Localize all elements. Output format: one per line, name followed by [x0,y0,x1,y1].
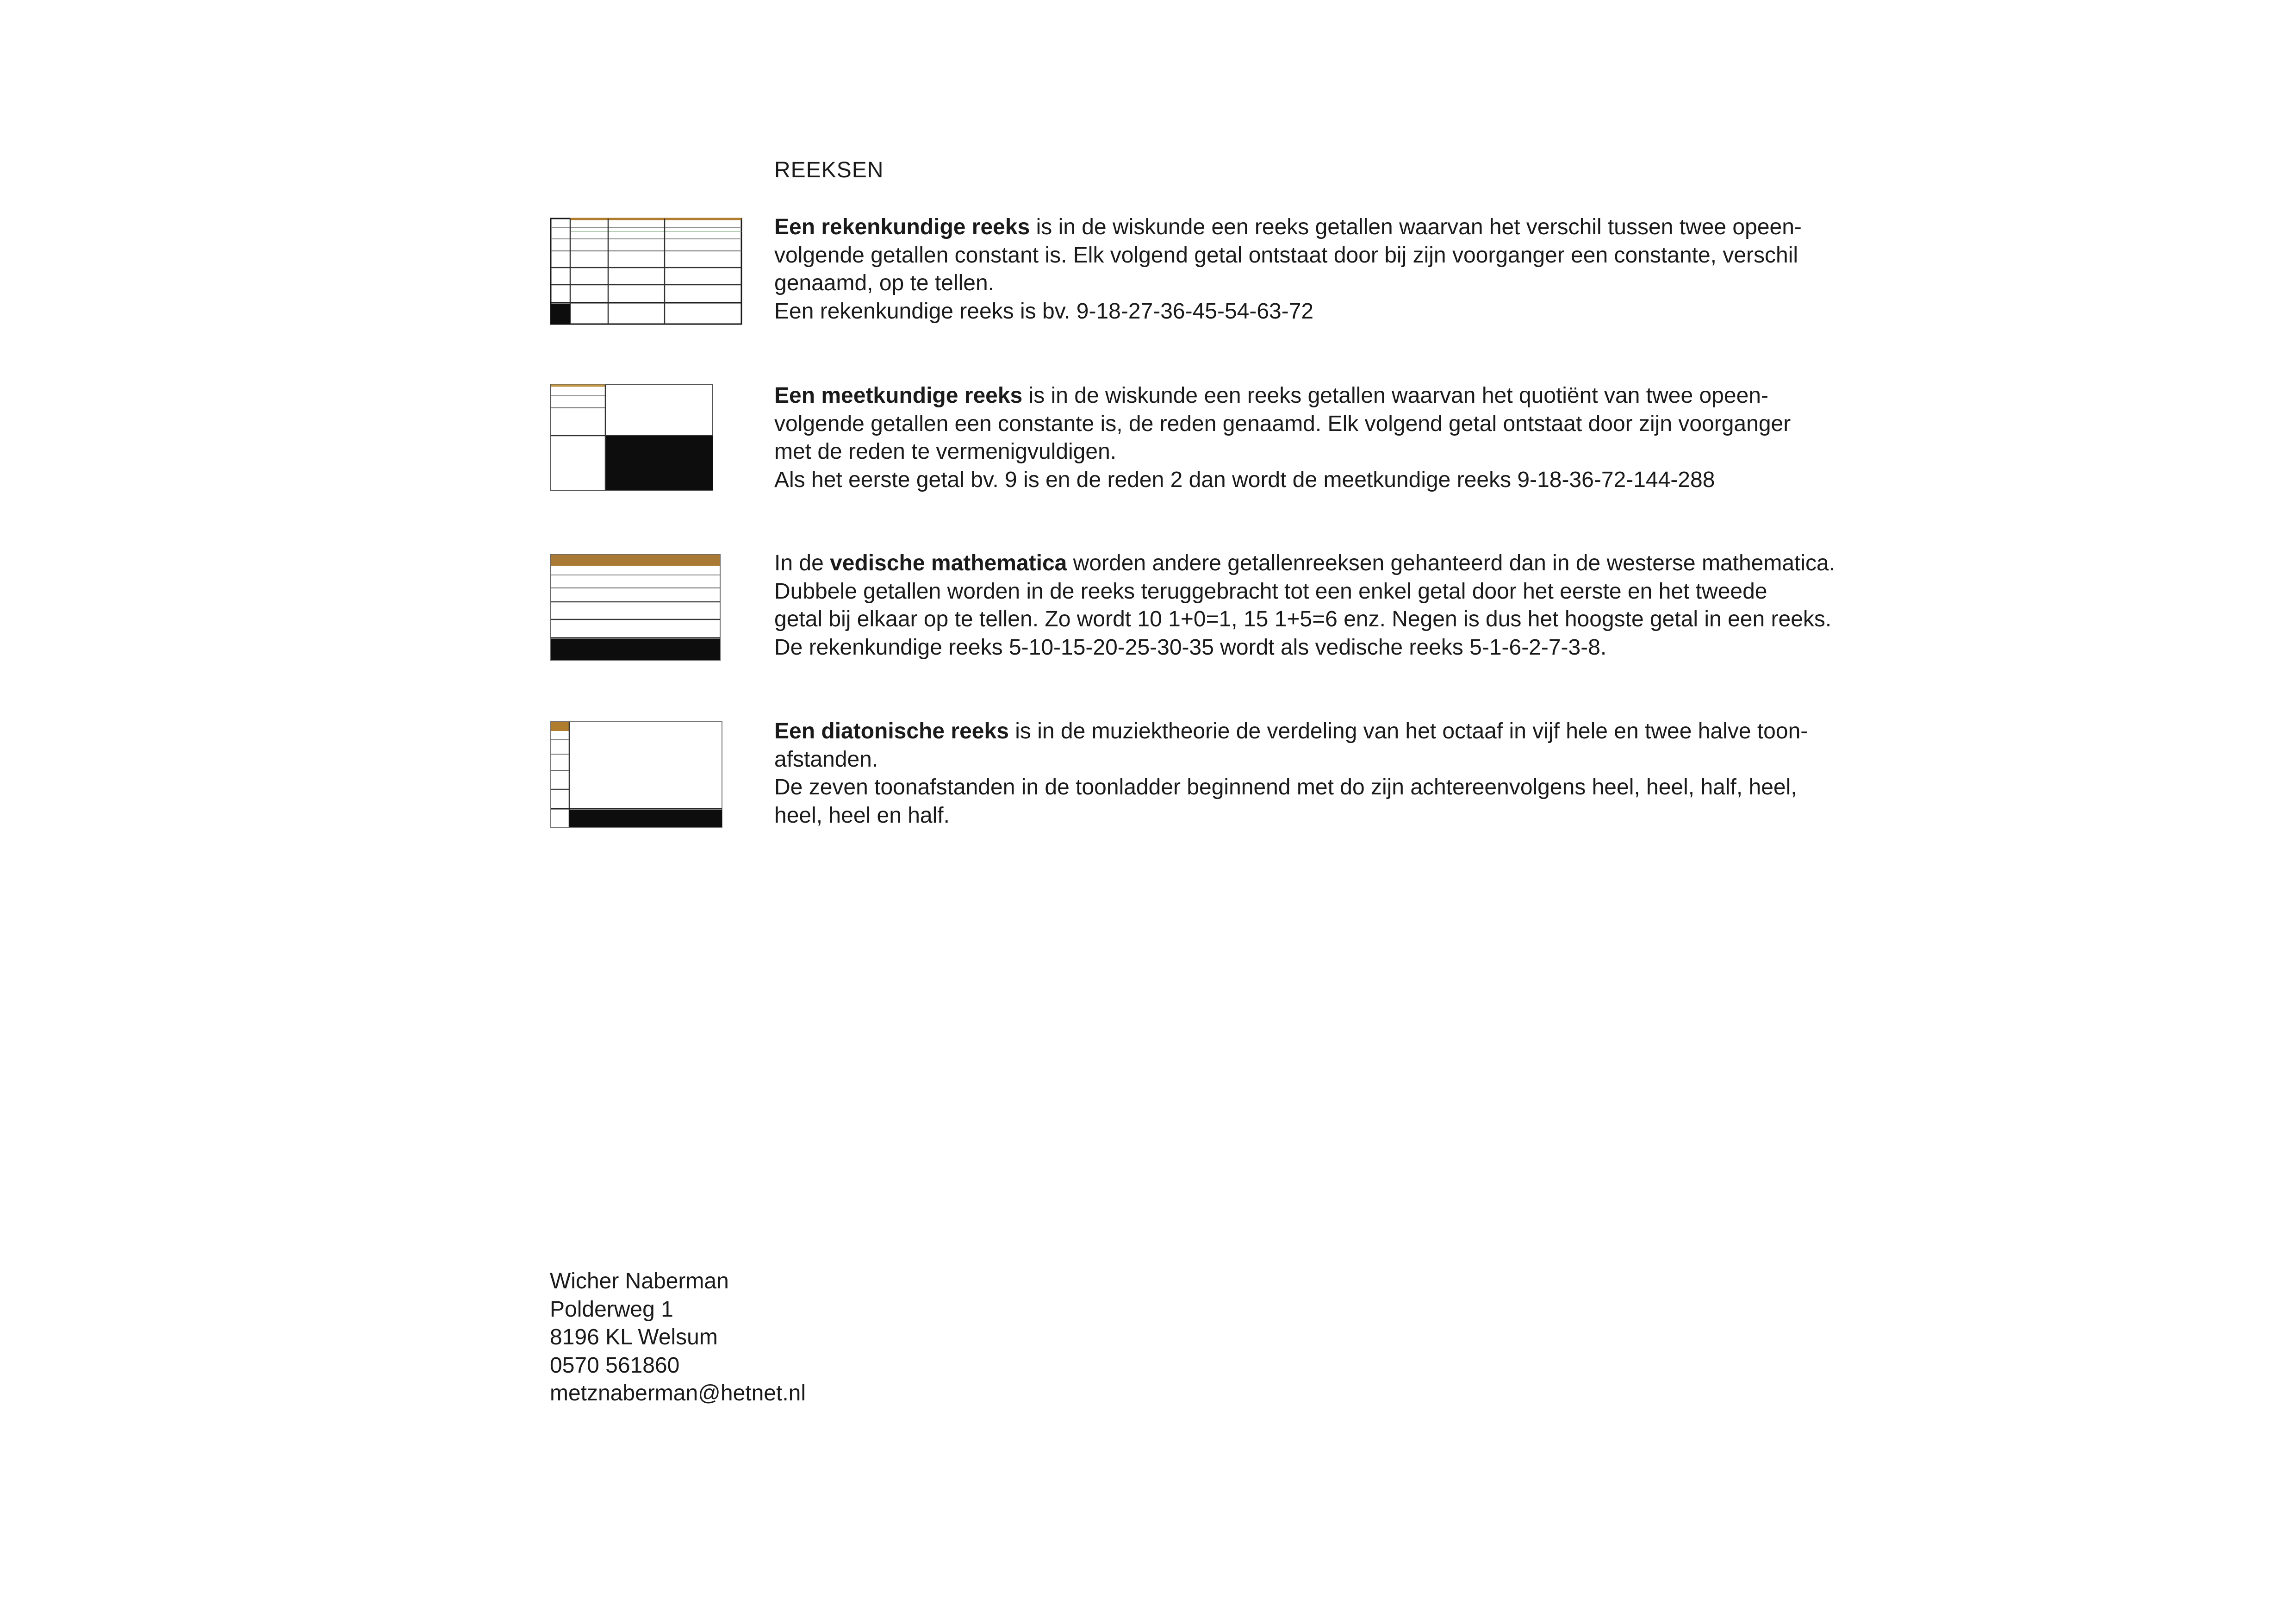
term-arithmetic-series: Een rekenkundige reeks [774,215,1030,239]
paragraph-geometric-series [774,382,2001,494]
term-geometric-series: Een meetkundige reeks [774,383,1023,408]
paragraph-text: In de [774,551,830,575]
contact-block [550,1268,806,1408]
paragraph-arithmetic-series [774,213,2001,325]
artwork-thumbnail-arithmetic [550,218,742,325]
page-title: REEKSEN [774,158,884,182]
contact-city: 8196 KL Welsum [550,1325,718,1349]
artwork-thumbnail-geometric [550,384,714,491]
paragraph-line: genaamd, op te tellen. [774,271,995,295]
paragraph-text: is in de muziektheorie de verdeling van het octaaf in vijf hele en twee halve toon- [1008,719,1808,743]
paragraph-line: Dubbele getallen worden in de reeks teruggebracht tot een enkel getal door het eerste en het tweede [774,579,1767,604]
paragraph-vedic-mathematics [774,550,2001,662]
artwork-thumbnail-diatonic [550,721,723,828]
paragraph-line [774,382,2001,410]
contact-phone: 0570 561860 [550,1353,680,1378]
paragraph-text: is in de wiskunde een reeks getallen waarvan het verschil tussen twee opeen- [1030,215,1802,239]
paragraph-line: volgende getallen een constante is, de reden genaamd. Elk volgend getal ontstaat door zijn voorganger [774,411,1791,436]
artwork-thumbnail-vedic [550,554,721,661]
paragraph-line: Een rekenkundige reeks is bv. 9-18-27-36-45-54-63-72 [774,299,1314,324]
paragraph-line: met de reden te vermenigvuldigen. [774,439,1117,464]
paragraph-line: volgende getallen constant is. Elk volgend getal ontstaat door bij zijn voorganger een constante, verschil [774,243,1798,268]
paragraph-line: De rekenkundige reeks 5-10-15-20-25-30-35 wordt als vedische reeks 5-1-6-2-7-3-8. [774,635,1607,660]
paragraph-line: getal bij elkaar op te tellen. Zo wordt 10 1+0=1, 15 1+5=6 enz. Negen is dus het hoogste getal in een reeks. [774,607,1832,631]
term-diatonic-series: Een diatonische reeks [774,719,1009,743]
contact-email-link[interactable]: metznaberman@hetnet.nl [550,1381,806,1405]
contact-name: Wicher Naberman [550,1269,729,1293]
paragraph-line: afstanden. [774,747,878,772]
contact-street: Polderweg 1 [550,1297,673,1322]
paragraph-line: heel, heel en half. [774,803,950,828]
paragraph-line: De zeven toonafstanden in de toonladder beginnend met do zijn achtereenvolgens heel, heel, half, heel, [774,775,1797,800]
paragraph-line [774,550,2001,578]
term-vedic-mathematics: vedische mathematica [830,551,1067,575]
paragraph-text: worden andere getallenreeksen gehanteerd dan in de westerse mathematica. [1067,551,1836,575]
paragraph-line: Als het eerste getal bv. 9 is en de reden 2 dan wordt de meetkundige reeks 9-18-36-72-144-288 [774,467,1715,492]
paragraph-line [774,718,2001,746]
paragraph-line [774,213,2001,242]
paragraph-text: is in de wiskunde een reeks getallen waarvan het quotiënt van twee opeen- [1022,383,1768,408]
paragraph-diatonic-series [774,718,2001,830]
